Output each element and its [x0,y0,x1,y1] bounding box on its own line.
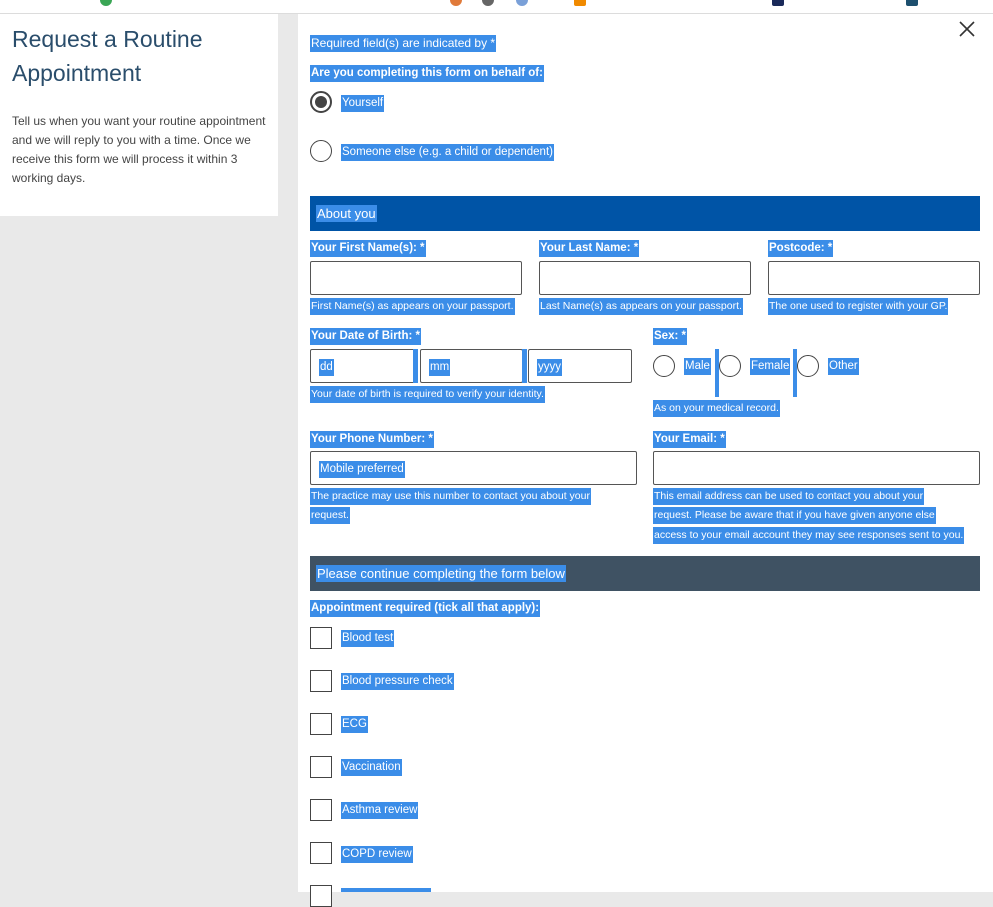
dob-year-placeholder: yyyy [537,359,562,376]
first-name-label: Your First Name(s): * [310,240,426,257]
last-name-label: Your Last Name: * [539,240,639,257]
radio-someone-else[interactable] [310,140,332,162]
checkbox-vaccination-label[interactable]: Vaccination [341,759,402,776]
email-hint-line2: request. Please be aware that if you have given anyone else [653,507,936,524]
phone-hint-line1: The practice may use this number to contact you about your [310,488,591,505]
bookmark-favicon-icon[interactable] [574,0,586,6]
phone-label: Your Phone Number: * [310,431,434,448]
phone-hint-line2: request. [310,507,350,524]
first-name-input[interactable] [310,261,522,295]
sex-separator [793,349,797,397]
dob-year-input[interactable] [528,349,632,383]
checkbox-copd-review-label[interactable]: COPD review [341,846,413,863]
checkbox-blood-test-label[interactable]: Blood test [341,630,394,647]
phone-input[interactable] [310,451,637,485]
checkbox-asthma-review-label[interactable]: Asthma review [341,802,418,819]
postcode-input[interactable] [768,261,980,295]
dob-separator [413,349,418,383]
checkbox-blood-pressure-check[interactable] [310,670,332,692]
first-name-hint: First Name(s) as appears on your passport. [310,298,515,315]
checkbox-vaccination[interactable] [310,756,332,778]
postcode-hint: The one used to register with your GP. [768,298,948,315]
dob-hint: Your date of birth is required to verify your identity. [310,386,545,403]
checkbox-blood-test[interactable] [310,627,332,649]
sex-separator [715,349,719,397]
close-button[interactable] [958,20,976,38]
radio-sex-other[interactable] [797,355,819,377]
email-label: Your Email: * [653,431,726,448]
radio-sex-female[interactable] [719,355,741,377]
about-you-section-header [310,196,980,231]
checkbox-ecg-label[interactable]: ECG [341,716,368,733]
sex-label: Sex: * [653,328,687,345]
radio-sex-other-label[interactable]: Other [828,358,859,375]
close-icon [958,20,976,38]
email-hint-line3: access to your email account they may see responses sent to you. [653,527,964,544]
continue-section-header [310,556,980,591]
checkbox-blood-pressure-check-label[interactable]: Blood pressure check [341,673,454,690]
continue-title: Please continue completing the form below [317,566,565,581]
bookmark-favicon-icon[interactable] [772,0,784,6]
dob-month-placeholder: mm [429,359,450,376]
about-you-title: About you [317,206,376,221]
page-description: Tell us when you want your routine appointment and we will reply to you with a time. Once we receive this form we will process it within 3 working days. [12,114,266,185]
page-title-line2: Appointment [12,60,142,86]
radio-yourself[interactable] [310,91,332,113]
info-panel [0,14,278,216]
dob-month-input[interactable] [420,349,523,383]
behalf-question: Are you completing this form on behalf of: [310,65,544,82]
radio-sex-male-label[interactable]: Male [684,358,711,375]
browser-bookmark-strip [0,0,993,14]
last-name-input[interactable] [539,261,751,295]
phone-placeholder: Mobile preferred [319,461,405,478]
dob-day-placeholder: dd [319,359,334,376]
required-note: Required field(s) are indicated by * [311,36,496,50]
checkbox-ecg[interactable] [310,713,332,735]
dob-label: Your Date of Birth: * [310,328,421,345]
page-title [12,22,266,90]
page-title-line1: Request a Routine [12,26,203,52]
sex-hint: As on your medical record. [653,400,780,417]
appointment-label: Appointment required (tick all that apply): [310,600,540,617]
email-hint-line1: This email address can be used to contact you about your [653,488,924,505]
bookmark-favicon-icon[interactable] [100,0,112,6]
bookmark-favicon-icon[interactable] [482,0,494,6]
bookmark-favicon-icon[interactable] [450,0,462,6]
next-item-partial-highlight [341,888,431,892]
radio-sex-female-label[interactable]: Female [750,358,790,375]
last-name-hint: Last Name(s) as appears on your passport. [539,298,743,315]
dob-separator [522,349,527,383]
bookmark-favicon-icon[interactable] [516,0,528,6]
email-input[interactable] [653,451,980,485]
radio-sex-male[interactable] [653,355,675,377]
radio-someone-else-label[interactable]: Someone else (e.g. a child or dependent) [341,144,554,161]
postcode-label: Postcode: * [768,240,833,257]
checkbox-copd-review[interactable] [310,842,332,864]
dob-day-input[interactable] [310,349,415,383]
checkbox-next-partial[interactable] [310,885,332,907]
radio-yourself-label[interactable]: Yourself [341,95,384,112]
checkbox-asthma-review[interactable] [310,799,332,821]
bookmark-favicon-icon[interactable] [906,0,918,6]
